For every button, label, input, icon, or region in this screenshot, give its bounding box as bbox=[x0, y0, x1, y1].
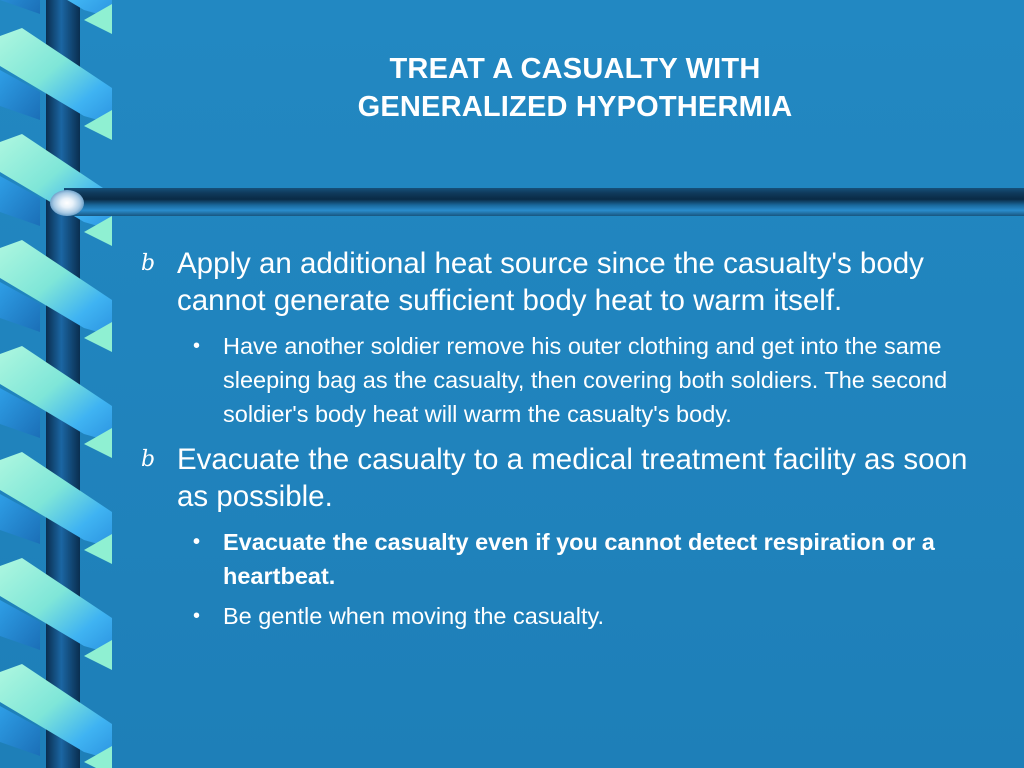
sub-bullet-1-1-text: Have another soldier remove his outer clothing and get into the same sleeping bag as the casualty, then covering both soldiers. The second soldier's body heat will warm the casualty's body. bbox=[223, 333, 948, 427]
pipe-end-knob bbox=[50, 190, 84, 216]
divider-pipe bbox=[64, 188, 1024, 216]
title-line-2: GENERALIZED HYPOTHERMIA bbox=[357, 91, 793, 123]
title-line-1: TREAT A CASUALTY WITH bbox=[389, 53, 761, 85]
bullet-list bbox=[140, 245, 990, 639]
decorative-ribbon bbox=[0, 0, 112, 768]
ribbon-band-back bbox=[0, 0, 40, 14]
sub-bullet-2-2-text: Be gentle when moving the casualty. bbox=[223, 603, 605, 629]
sub-bullet-2-2 bbox=[193, 599, 990, 633]
sub-bullet-dot-icon: • bbox=[193, 605, 201, 627]
sub-bullet-2-1-text: Evacuate the casualty even if you cannot detect respiration or a heartbeat. bbox=[223, 529, 935, 589]
bullet-item-2 bbox=[140, 441, 990, 515]
slide-title bbox=[180, 50, 970, 126]
bullet-marker-icon: b bbox=[141, 251, 156, 276]
sub-bullet-dot-icon: • bbox=[193, 531, 201, 553]
bullet-item-1-text: Apply an additional heat source since the casualty's body cannot generate sufficient body heat to warm itself. bbox=[177, 247, 924, 317]
bullet-item-1 bbox=[140, 245, 990, 319]
sub-bullet-2-1 bbox=[193, 525, 990, 593]
bullet-marker-icon: b bbox=[141, 447, 156, 472]
sub-bullet-1-1 bbox=[193, 329, 990, 431]
bullet-item-2-text: Evacuate the casualty to a medical treatment facility as soon as possible. bbox=[177, 443, 968, 513]
sub-bullet-dot-icon: • bbox=[193, 335, 201, 357]
